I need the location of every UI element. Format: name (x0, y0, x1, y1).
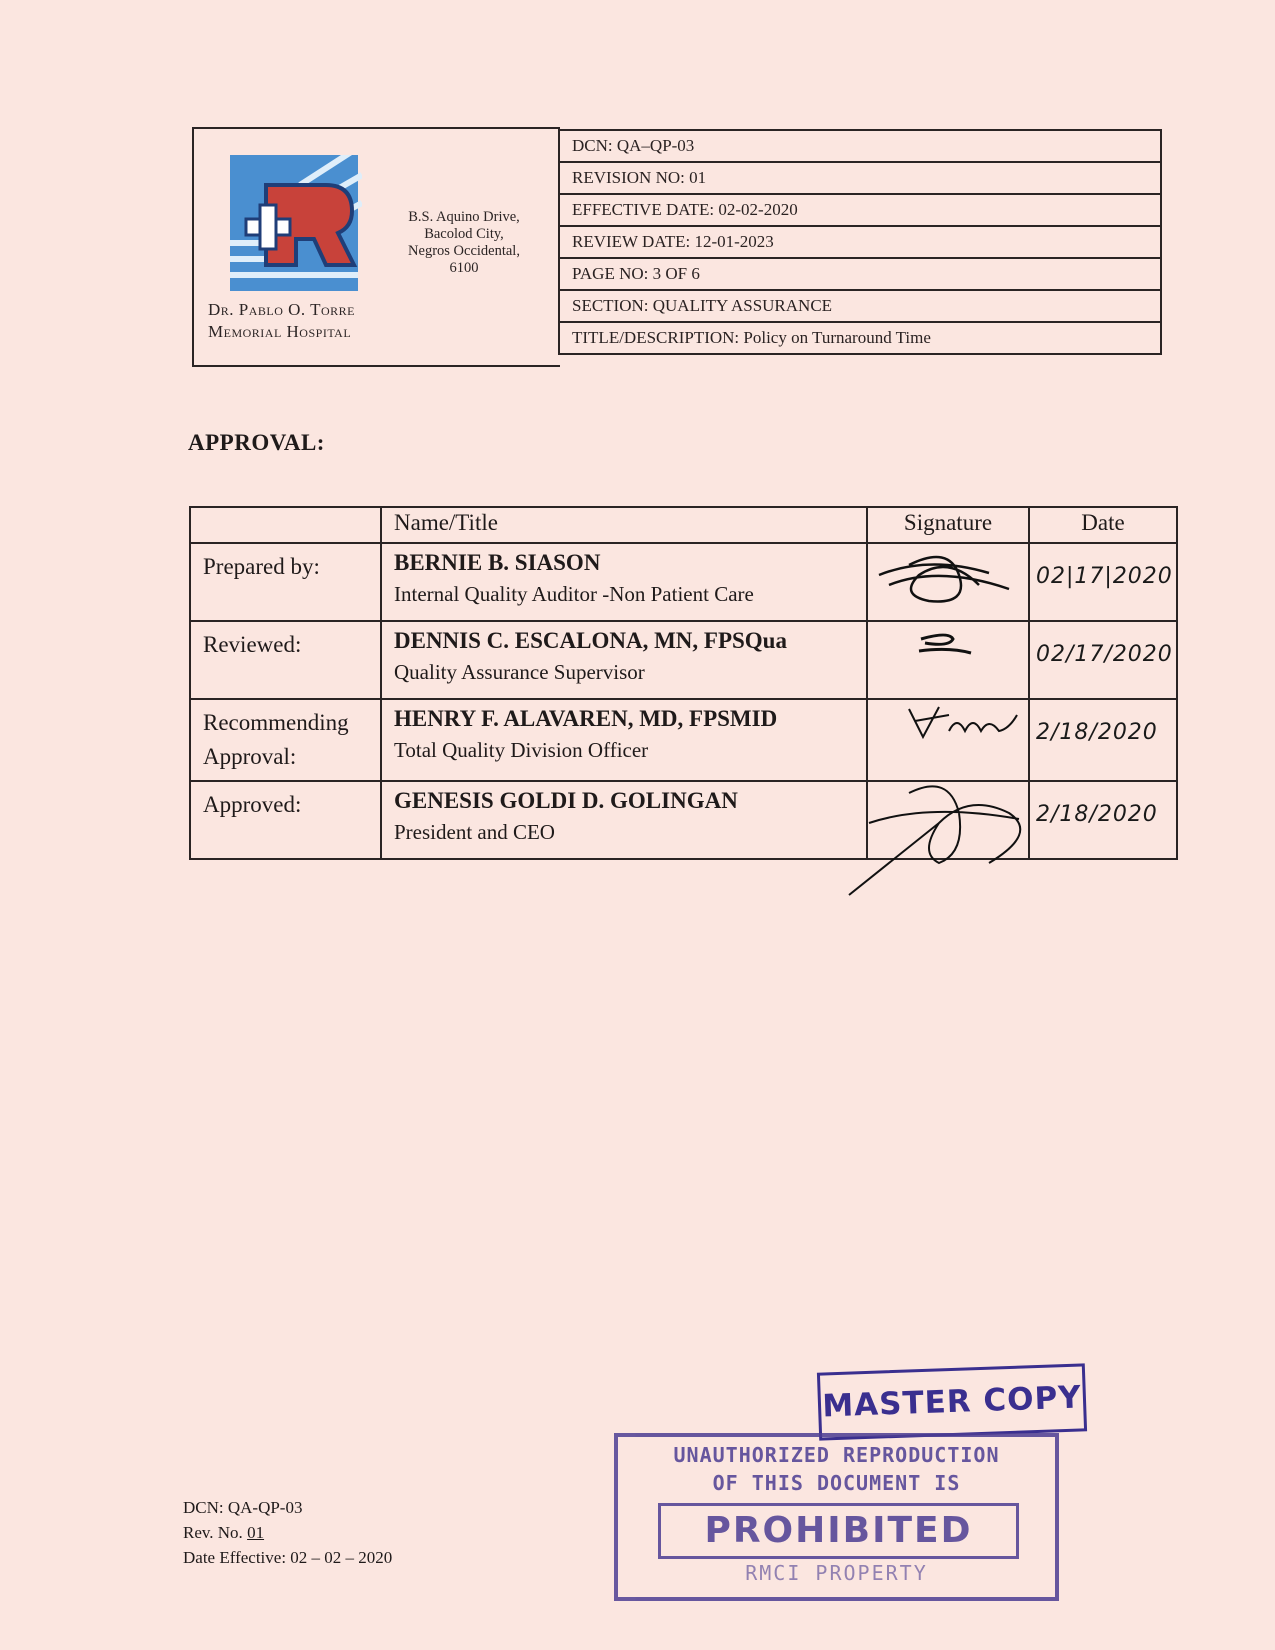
stamp-line: UNAUTHORIZED REPRODUCTION (673, 1443, 1000, 1467)
person-name: HENRY F. ALAVAREN, MD, FPSMID (394, 706, 778, 731)
document-control-table (558, 129, 1162, 355)
person-title: President and CEO (394, 820, 555, 844)
person-cell (381, 621, 867, 699)
signature-mark (869, 545, 1025, 609)
person-name: GENESIS GOLDI D. GOLINGAN (394, 788, 738, 813)
address-line: B.S. Aquino Drive, (408, 209, 520, 225)
hospital-name-line1: Dr. Pablo O. Torre (208, 300, 356, 319)
signature-mark (869, 701, 1025, 765)
person-name: BERNIE B. SIASON (394, 550, 601, 575)
dcn-field: DCN: QA–QP-03 (559, 130, 1161, 162)
person-title: Internal Quality Auditor -Non Patient Care (394, 582, 754, 606)
signature-cell (867, 621, 1029, 699)
signature-cell (867, 543, 1029, 621)
handwritten-date: 02|17|2020 (1036, 564, 1173, 589)
col-header-name: Name/Title (381, 507, 867, 543)
stamp-line: RMCI PROPERTY (745, 1561, 928, 1585)
role-cell: Reviewed: (190, 621, 381, 699)
revision-field: REVISION NO: 01 (559, 162, 1161, 194)
stamp-line: OF THIS DOCUMENT IS (712, 1471, 961, 1495)
address-line: Bacolod City, (424, 226, 504, 242)
person-cell (381, 543, 867, 621)
hospital-address (390, 209, 538, 277)
handwritten-date: 2/18/2020 (1036, 720, 1158, 745)
document-header (192, 127, 1164, 367)
master-copy-stamp: MASTER COPY (817, 1363, 1087, 1440)
stamp-prohibited: PROHIBITED (704, 1510, 973, 1551)
role-cell: Approved: (190, 781, 381, 859)
unauthorized-reproduction-stamp (614, 1433, 1059, 1601)
footer-date-effective: Date Effective: 02 – 02 – 2020 (183, 1548, 393, 1567)
hospital-logo-icon (230, 155, 362, 295)
table-row (190, 543, 1177, 621)
date-cell (1029, 621, 1177, 699)
hospital-name (208, 299, 388, 343)
approval-heading: APPROVAL: (188, 430, 325, 455)
person-title: Total Quality Division Officer (394, 738, 649, 762)
prohibited-box (658, 1503, 1019, 1559)
footer-dcn: DCN: QA-QP-03 (183, 1498, 303, 1517)
page-no-field: PAGE NO: 3 OF 6 (559, 258, 1161, 290)
person-title: Quality Assurance Supervisor (394, 660, 645, 684)
col-header-date: Date (1029, 507, 1177, 543)
handwritten-date: 2/18/2020 (1036, 802, 1158, 827)
person-cell (381, 699, 867, 781)
title-field: TITLE/DESCRIPTION: Policy on Turnaround Time (559, 322, 1161, 354)
handwritten-date: 02/17/2020 (1036, 642, 1173, 667)
person-cell (381, 781, 867, 859)
hospital-identity (192, 127, 560, 367)
hospital-name-line2: Memorial Hospital (208, 322, 352, 341)
role-cell: Prepared by: (190, 543, 381, 621)
col-header-signature: Signature (867, 507, 1029, 543)
table-row (190, 621, 1177, 699)
footer-revision-label: Rev. No. (183, 1523, 248, 1542)
table-row (190, 699, 1177, 781)
approval-table (189, 506, 1178, 860)
signature-mark (869, 783, 1025, 847)
date-cell (1029, 543, 1177, 621)
col-header-role (190, 507, 381, 543)
address-line: Negros Occidental, (408, 243, 520, 259)
document-footer (183, 1495, 392, 1570)
review-date-field: REVIEW DATE: 12-01-2023 (559, 226, 1161, 258)
signature-cell (867, 781, 1029, 859)
signature-cell (867, 699, 1029, 781)
role-cell: Recommending Approval: (190, 699, 381, 781)
date-cell (1029, 781, 1177, 859)
section-field: SECTION: QUALITY ASSURANCE (559, 290, 1161, 322)
address-line: 6100 (449, 260, 479, 276)
effective-date-field: EFFECTIVE DATE: 02-02-2020 (559, 194, 1161, 226)
person-name: DENNIS C. ESCALONA, MN, FPSQua (394, 628, 787, 653)
footer-revision (183, 1520, 392, 1545)
signature-mark (869, 623, 1025, 687)
table-row (190, 781, 1177, 859)
footer-revision-number: 01 (247, 1523, 265, 1542)
date-cell (1029, 699, 1177, 781)
